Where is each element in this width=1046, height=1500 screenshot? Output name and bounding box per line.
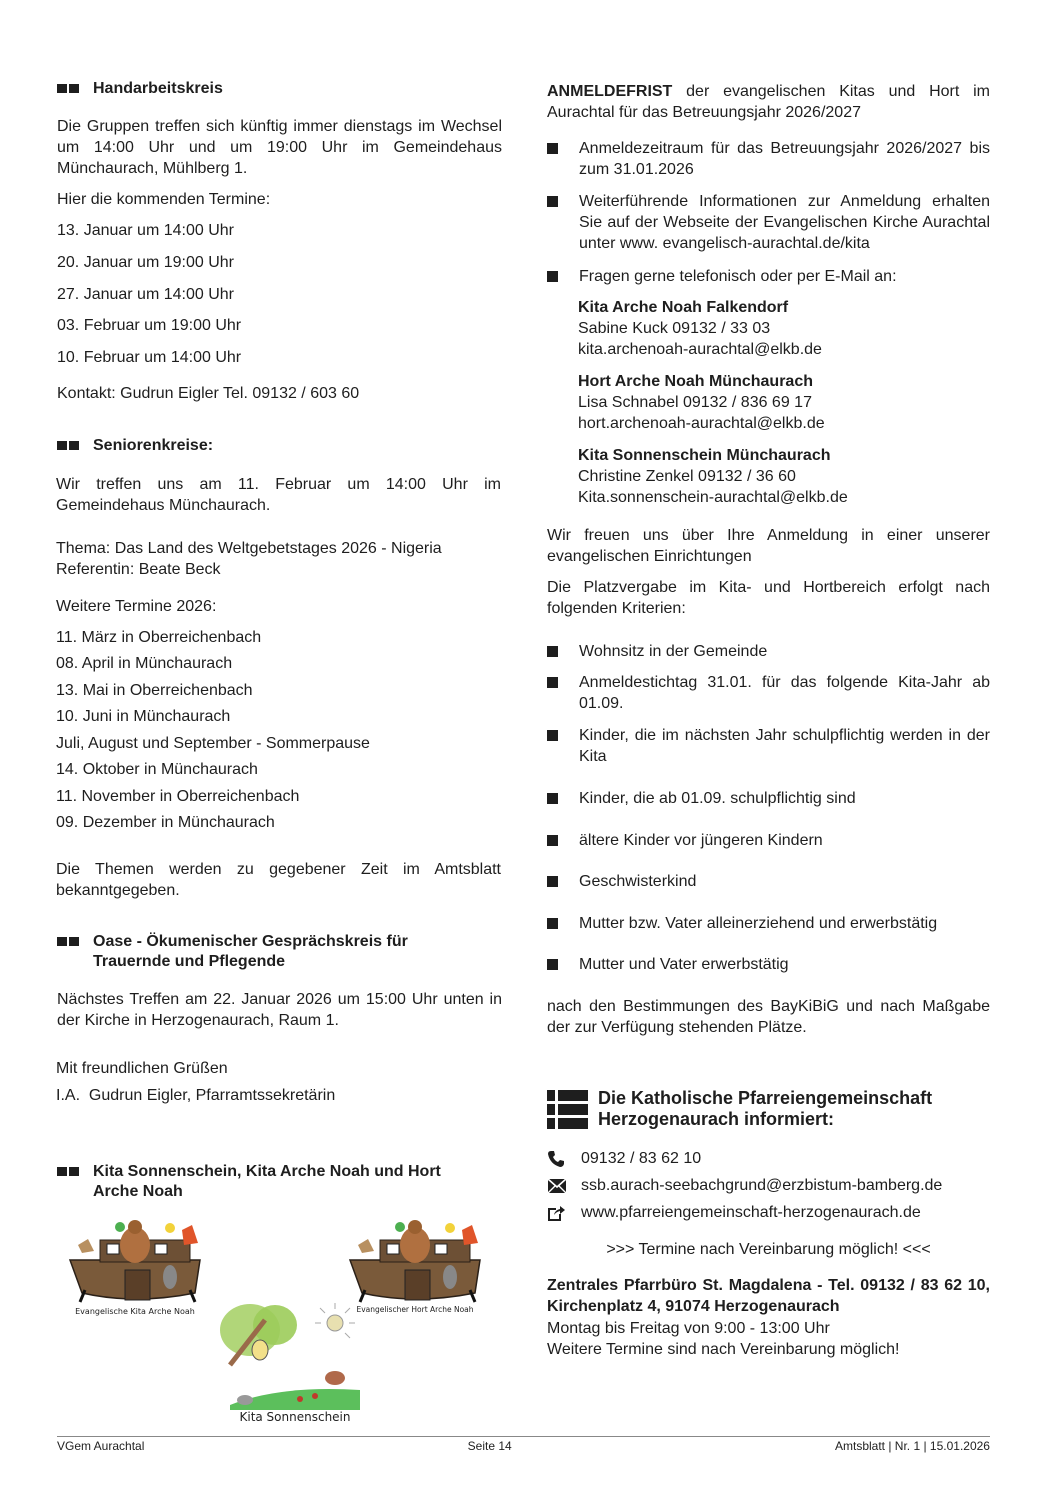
weitere-termine: Weitere Termine sind nach Vereinbarung möglich! (547, 1341, 900, 1358)
signature: I.A. Gudrun Eigler, Pfarramtssekretärin (56, 1087, 336, 1104)
kriterium-item (547, 871, 990, 892)
termin-item: 10. Februar um 14:00 Uhr (57, 349, 242, 366)
platzvergabe-text: Die Platzvergabe im Kita- und Hortbereich erfolgt nach folgenden Kriterien: (547, 579, 990, 617)
termin-item: 20. Januar um 19:00 Uhr (57, 254, 234, 271)
termin-item: 03. Februar um 19:00 Uhr (57, 317, 242, 334)
senioren-termin: 10. Juni in Münchaurach (56, 708, 231, 725)
kriterium-text: Geschwisterkind (579, 873, 697, 890)
kriterium-text: Wohnsitz in der Gemeinde (579, 643, 768, 660)
square-bullet-icon (547, 191, 579, 254)
square-bullet-icon (547, 913, 579, 934)
square-bullet-icon (547, 871, 579, 892)
termin-item: 27. Januar um 14:00 Uhr (57, 286, 234, 303)
website-link[interactable]: www.pfarreiengemeinschaft-herzogenaurach.de (581, 1204, 921, 1221)
square-bullet-icon (547, 641, 579, 662)
termin-item: 13. Januar um 14:00 Uhr (57, 222, 234, 239)
footer-issue: Amtsblatt | Nr. 1 | 15.01.2026 (834, 1439, 990, 1453)
senioren-intro: Wir treffen uns am 11. Februar um 14:00 Uhr im Gemeindehaus Münchaurach. (56, 476, 501, 514)
pfarrbuero-info: Zentrales Pfarrbüro St. Magdalena - Tel. 09132 / 83 62 10, Kirchenplatz 4, 91074 Herzogenaurach (547, 1277, 990, 1315)
logo-caption-kita-arche: Evangelische Kita Arche Noah (75, 1307, 195, 1316)
anmeldefrist-text: der evangelischen Kitas und Hort im Aurachtal für das Betreuungsjahr 2026/2027 (547, 83, 990, 121)
senioren-termin: 09. Dezember in Münchaurach (56, 814, 275, 831)
handarbeit-intro: Die Gruppen treffen sich künftig immer dienstags im Wechsel um 14:00 Uhr und um 19:00 Uhr im Gemeindehaus Münchaurach, Mühlberg 1. (57, 118, 502, 177)
web-row (547, 1202, 921, 1224)
contact-email[interactable]: hort.archenoah-aurachtal@elkb.de (578, 415, 825, 432)
contact-block (578, 371, 825, 434)
square-bullet-icon (547, 138, 579, 180)
heading-line: Arche Noah (93, 1183, 183, 1200)
section-heading-oase (57, 932, 408, 972)
kriterium-item (547, 913, 990, 934)
envelope-icon (547, 1178, 581, 1194)
senioren-termin: 11. November in Oberreichenbach (56, 788, 300, 805)
kontakt-line: Kontakt: Gudrun Eigler Tel. 09132 / 603 60 (57, 385, 360, 402)
square-bullet-icon (547, 725, 579, 767)
bullet-item (547, 191, 990, 254)
phone-number[interactable]: 09132 / 83 62 10 (581, 1150, 702, 1167)
heading-text (591, 1088, 932, 1135)
square-bullet-icon (547, 672, 579, 714)
footer-publisher: VGem Aurachtal (57, 1439, 145, 1453)
heading-text: Seniorenkreise: (93, 437, 214, 454)
heading-line: Herzogenaurach informiert: (598, 1109, 835, 1129)
contact-email[interactable]: Kita.sonnenschein-aurachtal@elkb.de (578, 489, 848, 506)
anmeldefrist-bold: ANMELDEFRIST (547, 83, 673, 100)
contact-name: Kita Sonnenschein Münchaurach (578, 447, 831, 464)
arche-noah-kita-logo (70, 1220, 200, 1302)
kriterium-text: Mutter bzw. Vater alleinerziehend und erwerbstätig (579, 915, 938, 932)
square-bullet-icon (547, 788, 579, 809)
section-bullet-icon (57, 79, 93, 99)
footer-page-number: Seite 14 (467, 1439, 512, 1453)
themen-note: Die Themen werden zu gegebener Zeit im Amtsblatt bekanntgegeben. (56, 861, 501, 899)
email-link[interactable]: ssb.aurach-seebachgrund@erzbistum-bamberg.de (581, 1177, 943, 1194)
termine-vereinbarung: >>> Termine nach Vereinbarung möglich! <<< (606, 1241, 931, 1258)
kriterium-text: Kinder, die im nächsten Jahr schulpflichtig werden in der Kita (579, 727, 990, 765)
senioren-termin: 14. Oktober in Münchaurach (56, 761, 258, 778)
heading-line: Kita Sonnenschein, Kita Arche Noah und Hort (93, 1163, 441, 1180)
section-heading-handarbeitskreis (57, 79, 223, 99)
freuen-text: Wir freuen uns über Ihre Anmeldung in einer unserer evangelischen Einrichtungen (547, 527, 990, 565)
senioren-termin: 08. April in Münchaurach (56, 655, 233, 672)
contact-person: Sabine Kuck 09132 / 33 03 (578, 320, 771, 337)
contact-name: Kita Arche Noah Falkendorf (578, 299, 789, 316)
oase-text: Nächstes Treffen am 22. Januar 2026 um 15:00 Uhr unten in der Kirche in Herzogenaurach, Raum 1. (57, 991, 502, 1029)
section-bullet-icon (57, 436, 93, 456)
email-row (547, 1175, 942, 1197)
kriterium-text: Anmeldestichtag 31.01. für das folgende Kita-Jahr ab 01.09. (579, 674, 990, 712)
contact-email[interactable]: kita.archenoah-aurachtal@elkb.de (578, 341, 822, 358)
senioren-termin: 11. März in Oberreichenbach (56, 629, 262, 646)
logo-illustrations (60, 1215, 490, 1425)
section-heading-seniorenkreise (57, 436, 213, 456)
square-bullet-icon (547, 830, 579, 851)
contact-person: Christine Zenkel 09132 / 36 60 (578, 468, 796, 485)
kita-logos (60, 1215, 490, 1425)
contact-person: Lisa Schnabel 09132 / 836 69 17 (578, 394, 812, 411)
contact-name: Hort Arche Noah Münchaurach (578, 373, 813, 390)
bullet-item (547, 138, 990, 180)
oeffnungszeiten: Montag bis Freitag von 9:00 - 13:00 Uhr (547, 1320, 830, 1337)
kriterium-item (547, 725, 990, 767)
kriterium-item (547, 830, 990, 851)
bullet-text: Fragen gerne telefonisch oder per E-Mail an: (579, 268, 897, 285)
heading-line: Oase - Ökumenischer Gesprächskreis für (93, 933, 408, 950)
kriterium-text: ältere Kinder vor jüngeren Kindern (579, 832, 823, 849)
bullet-item (547, 266, 990, 287)
phone-row (547, 1148, 701, 1170)
heading-text (93, 932, 408, 972)
bestimmungen-text: nach den Bestimmungen des BayKiBiG und nach Maßgabe der zur Verfügung stehenden Plätze. (547, 998, 990, 1036)
phone-icon (547, 1150, 581, 1168)
katholisch-heading (547, 1088, 932, 1135)
heading-line: Trauernde und Pflegende (93, 953, 286, 970)
senioren-referentin: Referentin: Beate Beck (56, 561, 221, 578)
kriterium-text: Mutter und Vater erwerbstätig (579, 956, 789, 973)
kriterium-item (547, 954, 990, 975)
contact-block (578, 445, 848, 508)
kriterium-item (547, 641, 990, 662)
contact-block (578, 297, 822, 360)
heading-text (93, 1162, 441, 1202)
kriterium-item (547, 788, 990, 809)
heading-line: Die Katholische Pfarreiengemeinschaft (598, 1088, 933, 1108)
square-bullet-icon (547, 954, 579, 975)
section-bullet-icon (57, 932, 93, 972)
kita-sonnenschein-logo (220, 1303, 360, 1410)
senioren-termin: 13. Mai in Oberreichenbach (56, 682, 253, 699)
list-heading-icon (547, 1088, 591, 1135)
senioren-thema: Thema: Das Land des Weltgebetstages 2026 - Nigeria (56, 540, 442, 557)
section-heading-kita (57, 1162, 441, 1202)
logo-caption-hort-arche: Evangelischer Hort Arche Noah (356, 1305, 474, 1314)
kriterium-item (547, 672, 990, 714)
arche-noah-hort-logo (350, 1220, 480, 1302)
bullet-text: Weiterführende Informationen zur Anmeldung erhalten Sie auf der Webseite der Evangelischen Kirche Aurachtal unter www. evangelisch-aurachtal.de/kita (579, 193, 990, 252)
weitere-termine-label: Weitere Termine 2026: (56, 598, 217, 615)
external-link-icon (547, 1204, 581, 1222)
anmeldefrist-intro (547, 81, 990, 123)
bullet-text: Anmeldezeitraum für das Betreuungsjahr 2026/2027 bis zum 31.01.2026 (579, 140, 990, 178)
page-footer (57, 1436, 990, 1453)
senioren-termin: Juli, August und September - Sommerpause (56, 735, 370, 752)
greeting: Mit freundlichen Grüßen (56, 1060, 228, 1077)
heading-text: Handarbeitskreis (93, 80, 223, 97)
termine-label: Hier die kommenden Termine: (57, 191, 271, 208)
kriterium-text: Kinder, die ab 01.09. schulpflichtig sind (579, 790, 856, 807)
logo-caption-sonnenschein: Kita Sonnenschein (239, 1410, 351, 1424)
section-bullet-icon (57, 1162, 93, 1202)
square-bullet-icon (547, 266, 579, 287)
